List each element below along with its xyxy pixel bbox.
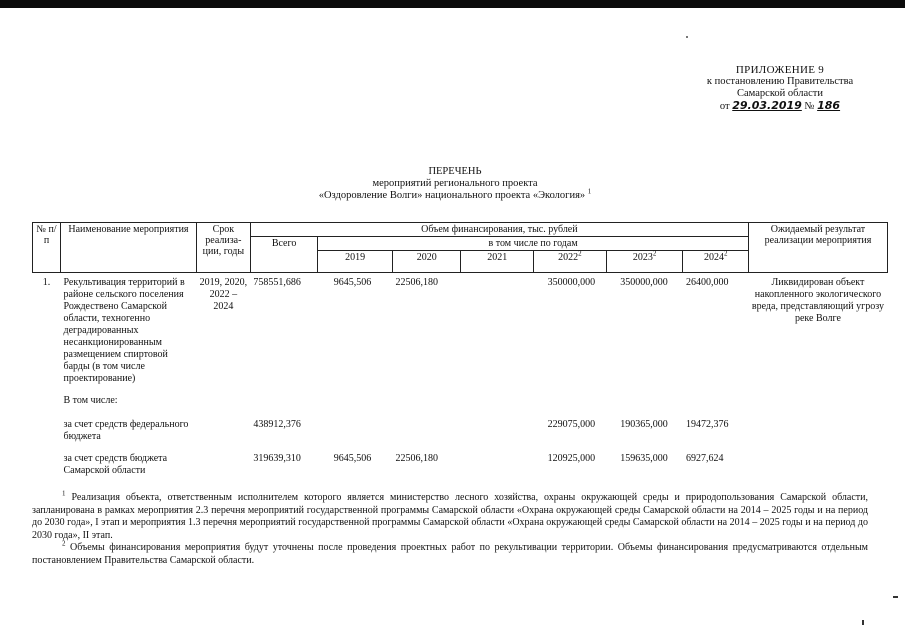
header-term: Срок реализа-ции, годы	[196, 223, 250, 273]
header-year: 2022$^2$	[534, 251, 607, 273]
including-label: В том числе:	[63, 395, 118, 406]
footnote-2: $^2$ Объемы финансирования мероприятия будут уточнены после проведения проектных работ по рекультивации территории. Объемы финансирования предусматриваются отдельным постановлением Правительства Самарской области.	[32, 539, 869, 566]
header-total: Всего	[250, 237, 317, 273]
header-by-years: в том числе по годам	[318, 237, 749, 251]
scan-speck	[893, 596, 898, 598]
appendix-title: ПРИЛОЖЕНИЕ 9	[735, 64, 825, 76]
scan-speck	[862, 620, 864, 625]
row-2023: 350000,000	[620, 277, 668, 288]
footnote-ref: 1	[587, 187, 592, 196]
activities-table	[32, 222, 888, 477]
row-2023: 159635,000	[620, 453, 668, 464]
table-row	[33, 385, 888, 413]
scan-speck	[686, 36, 688, 38]
row-total: 758551,686	[253, 277, 301, 288]
row-total: 438912,376	[253, 419, 301, 430]
row-2019	[318, 413, 393, 443]
scan-top-border	[0, 0, 905, 8]
header-name: Наименование мероприятия	[61, 223, 197, 273]
row-2024: 6927,624	[685, 453, 724, 464]
appendix-date-line	[690, 100, 870, 113]
handwritten-date: 29.03.2019	[732, 99, 802, 112]
header-year: 2024$^2$	[683, 251, 748, 273]
row-2020	[393, 413, 461, 443]
appendix-block	[690, 64, 870, 113]
row-name: Рекультивация территорий в районе сельского поселения Рождествено Самарской области, техногенно деградированных несанкционированным размещением спиртовой барды (в том числе проектирование)	[63, 277, 185, 384]
row-2021	[461, 413, 534, 443]
header-year: 2020	[393, 251, 461, 273]
appendix-line-2: Самарской области	[737, 88, 823, 99]
row-2020: 22506,180	[395, 453, 438, 464]
date-prefix: от	[719, 101, 730, 112]
row-2022: 350000,000	[547, 277, 596, 288]
heading-title: ПЕРЕЧЕНЬ	[428, 166, 482, 177]
number-prefix: №	[804, 101, 815, 112]
document-heading	[250, 166, 660, 202]
table-row	[33, 443, 888, 477]
row-2023: 190365,000	[620, 419, 668, 430]
row-num: 1.	[42, 277, 51, 288]
footnote-1: $^1$ Реализация объекта, ответственным исполнителем которого является министерство лесного хозяйства, охраны окружающей среды и природопользования Самарской области, запланирована в рамках мероприятия 2.3 перечня мероприятий государственной программы Самарской области «Охрана окружающей среды Самарской области на 2014 – 2025 годы и на период до 2030 года», I этап и мероприятия 1.3 перечня мероприятий государственной программы Самарской области «Охрана окружающей среды Самарской области на 2014 – 2025 годы и на период до 2030 года», II этап.	[32, 489, 869, 541]
header-year: 2023$^2$	[606, 251, 683, 273]
handwritten-number: 186	[817, 99, 841, 112]
table-row	[33, 273, 888, 386]
footnotes	[32, 489, 869, 567]
row-result: Ликвидирован объект накопленного экологического вреда, представляющий угрозу реке Волге	[751, 277, 884, 324]
header-year: 2019	[318, 251, 393, 273]
row-2019: 9645,506	[333, 277, 372, 288]
row-2024: 26400,000	[685, 277, 729, 288]
row-term: 2019, 2020, 2022 – 2024	[199, 277, 248, 312]
appendix-line-1: к постановлению Правительства	[706, 76, 854, 87]
row-2021	[461, 443, 534, 477]
heading-subtitle: мероприятий регионального проекта	[372, 178, 538, 189]
row-2019: 9645,506	[333, 453, 372, 464]
row-name: за счет средств федерального бюджета	[63, 419, 189, 442]
row-2020: 22506,180	[395, 277, 438, 288]
header-result: Ожидаемый результат реализации мероприятия	[748, 223, 887, 273]
row-name: за счет средств бюджета Самарской области	[63, 453, 168, 476]
table-row	[33, 413, 888, 443]
row-total: 319639,310	[253, 453, 301, 464]
header-year: 2021	[461, 251, 534, 273]
header-num: № п/п	[33, 223, 61, 273]
row-2022: 120925,000	[547, 453, 596, 464]
row-2021	[461, 273, 534, 386]
header-funding: Объем финансирования, тыс. рублей	[250, 223, 748, 237]
row-2022: 229075,000	[547, 419, 596, 430]
heading-project-name: «Оздоровление Волги» национального проекта «Экология» $^1$	[318, 187, 592, 201]
row-2024: 19472,376	[685, 419, 729, 430]
